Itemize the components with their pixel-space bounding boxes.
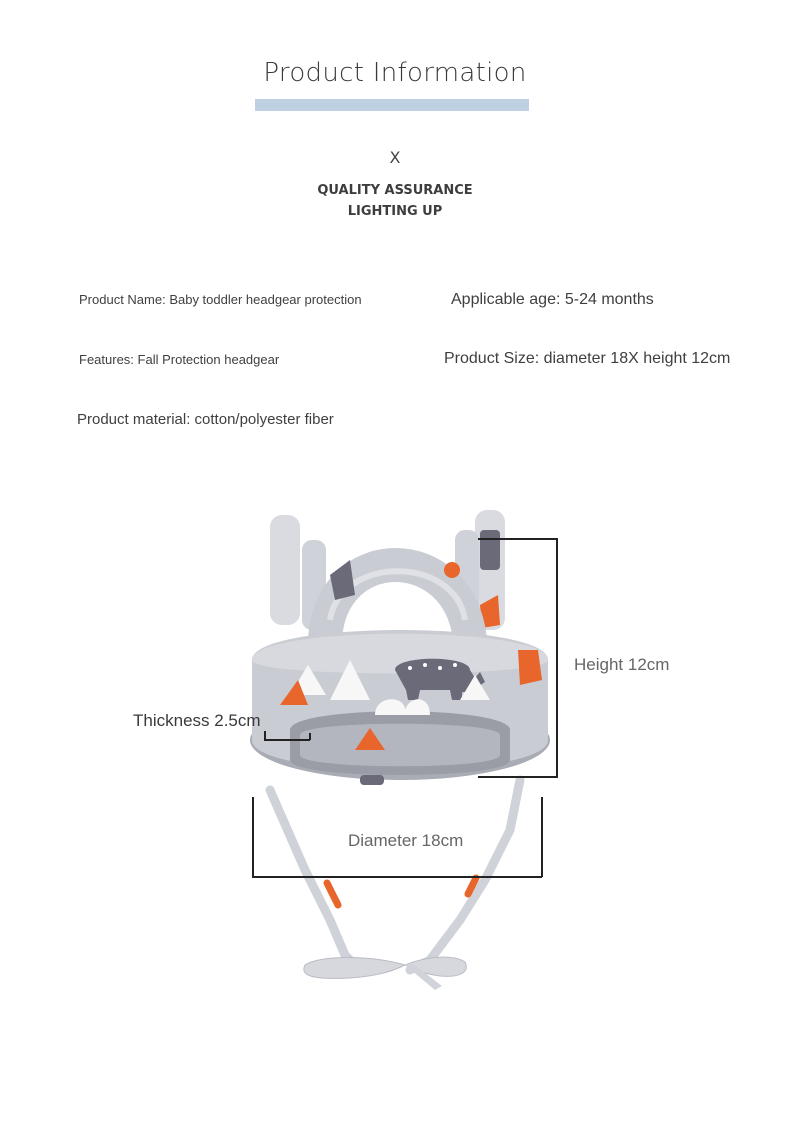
height-dimension-vertical [556,538,558,777]
separator-x: X [389,148,401,167]
diameter-dimension-horizontal [252,876,542,878]
diameter-label: Diameter 18cm [348,831,464,850]
thickness-dimension-left [264,731,266,739]
height-dimension-bottom [478,776,558,778]
diameter-dimension-right [541,797,543,877]
spec-applicable-age: Applicable age: 5-24 months [451,291,654,308]
spec-product-name: Product Name: Baby toddler headgear protection [79,292,362,307]
spec-product-size: Product Size: diameter 18X height 12cm [444,350,731,367]
headgear-product-image [230,500,570,1000]
height-dimension-top [478,538,558,540]
tagline-lighting-up: LIGHTING UP [347,204,443,219]
thickness-dimension-horizontal [264,739,310,741]
spec-material: Product material: cotton/polyester fiber [77,411,334,428]
tagline-quality-assurance: QUALITY ASSURANCE [317,183,473,198]
thickness-dimension-right [309,733,311,740]
spec-features: Features: Fall Protection headgear [79,352,280,367]
thickness-label: Thickness 2.5cm [133,711,261,730]
title-accent-bar [255,99,529,111]
page-title: Product Information [263,58,527,88]
height-label: Height 12cm [574,655,670,674]
diameter-dimension-left [252,797,254,877]
